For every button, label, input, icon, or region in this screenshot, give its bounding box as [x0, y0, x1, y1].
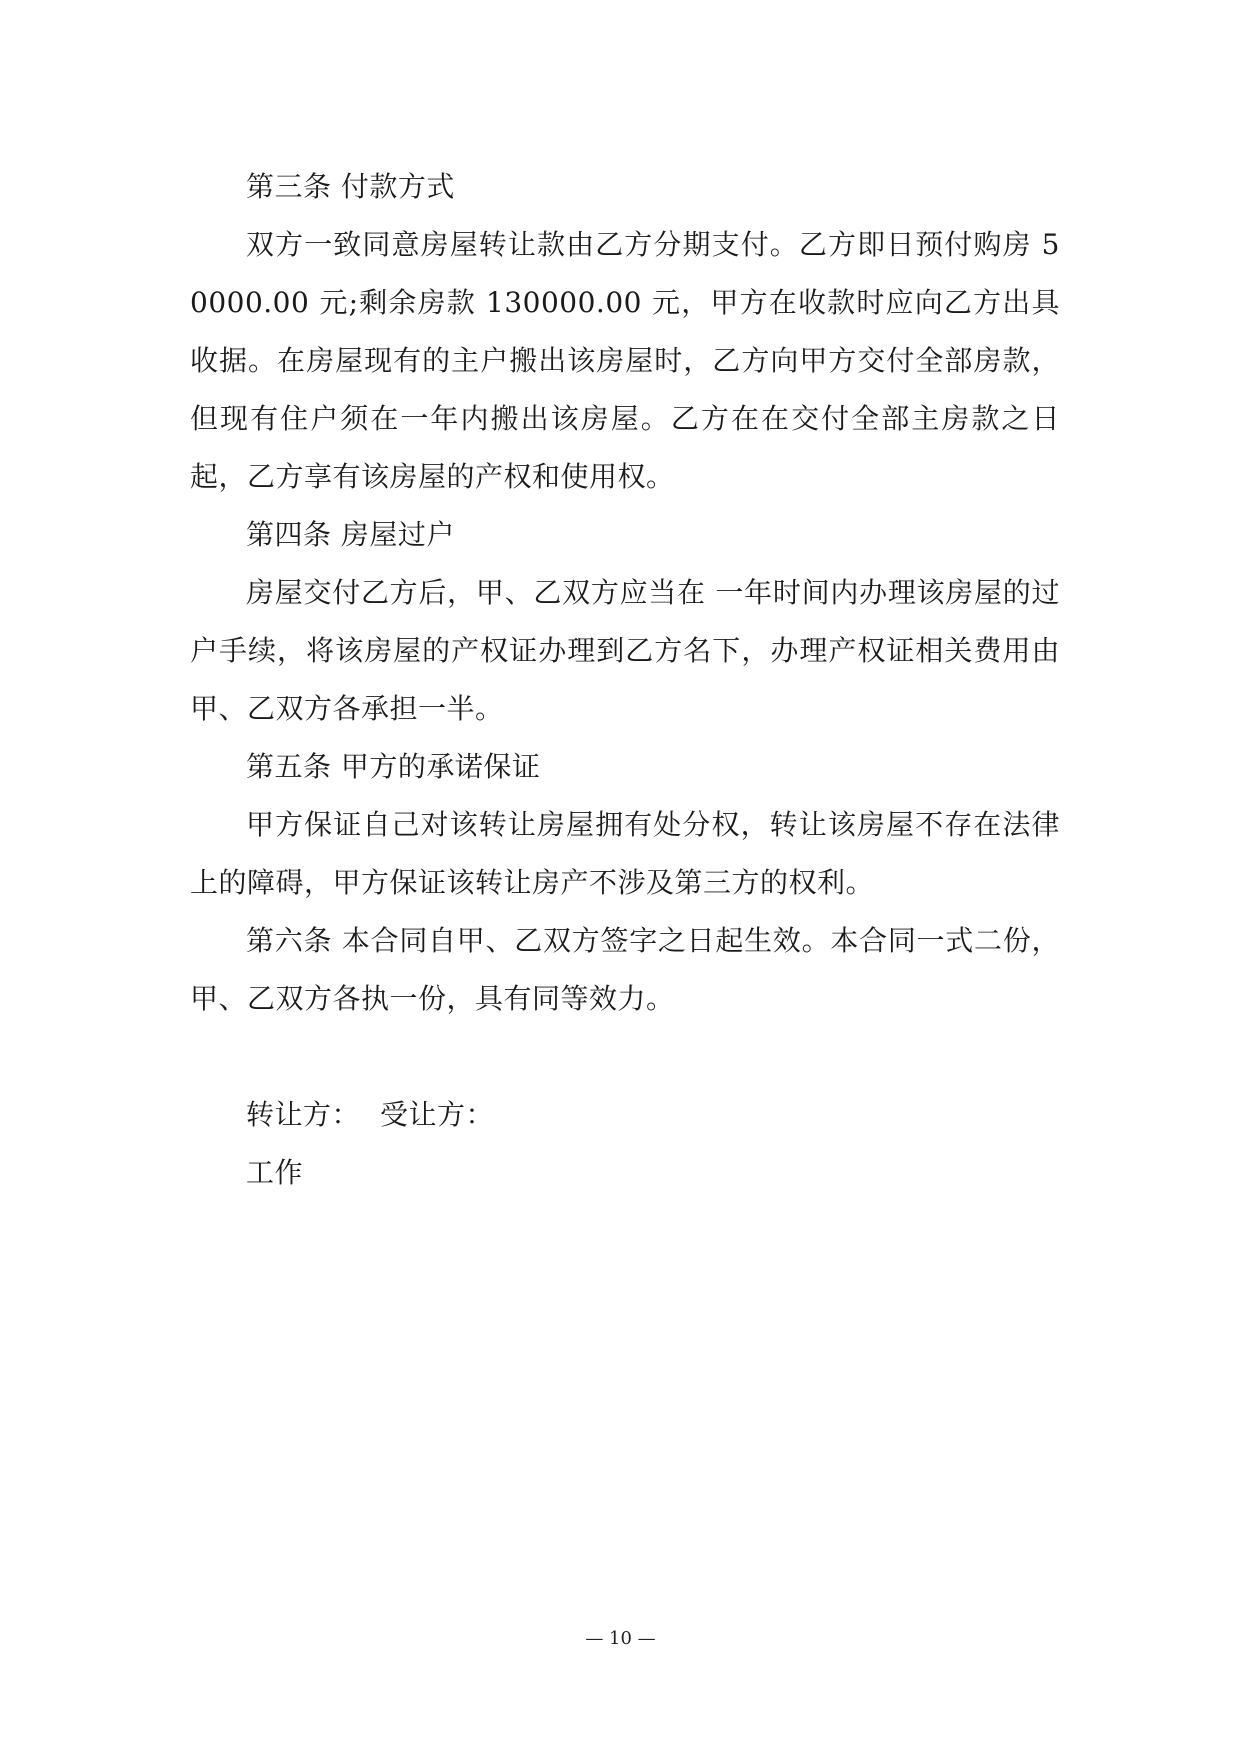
article-5-heading: 第五条 甲方的承诺保证 — [246, 750, 541, 783]
signature-row — [190, 1086, 1060, 1144]
page-number: — 10 — — [585, 1628, 656, 1649]
article-3-heading: 第三条 付款方式 — [246, 170, 455, 203]
article-3-body: 双方一致同意房屋转让款由乙方分期支付。乙方即日预付购房 50000.00 元;剩余房款 130000.00 元，甲方在收款时应向乙方出具收据。在房屋现有的主户搬出该房屋时，乙方向甲方交付全部房款，但现有住户须在一年内搬出该房屋。乙方在在交付全部主房款之日起，乙方享有该房屋的产权和使用权。 — [190, 228, 1060, 493]
article-4-heading: 第四条 房屋过户 — [246, 518, 455, 551]
signature-spacer — [190, 1028, 1060, 1086]
transferee-label: 受让方： — [380, 1098, 495, 1131]
article-4-body: 房屋交付乙方后，甲、乙双方应当在 一年时间内办理该房屋的过户手续，将该房屋的产权证办理到乙方名下，办理产权证相关费用由甲、乙双方各承担一半。 — [190, 576, 1060, 725]
document-content — [190, 158, 1060, 1202]
article-6-body: 第六条 本合同自甲、乙双方签字之日起生效。本合同一式二份，甲、乙双方各执一份，具有同等效力。 — [190, 924, 1060, 1015]
work-label: 工作 — [246, 1156, 304, 1189]
article-5-body: 甲方保证自己对该转让房屋拥有处分权，转让该房屋不存在法律上的障碍，甲方保证该转让房产不涉及第三方的权利。 — [190, 808, 1060, 899]
transferor-label: 转让方： — [246, 1098, 361, 1131]
